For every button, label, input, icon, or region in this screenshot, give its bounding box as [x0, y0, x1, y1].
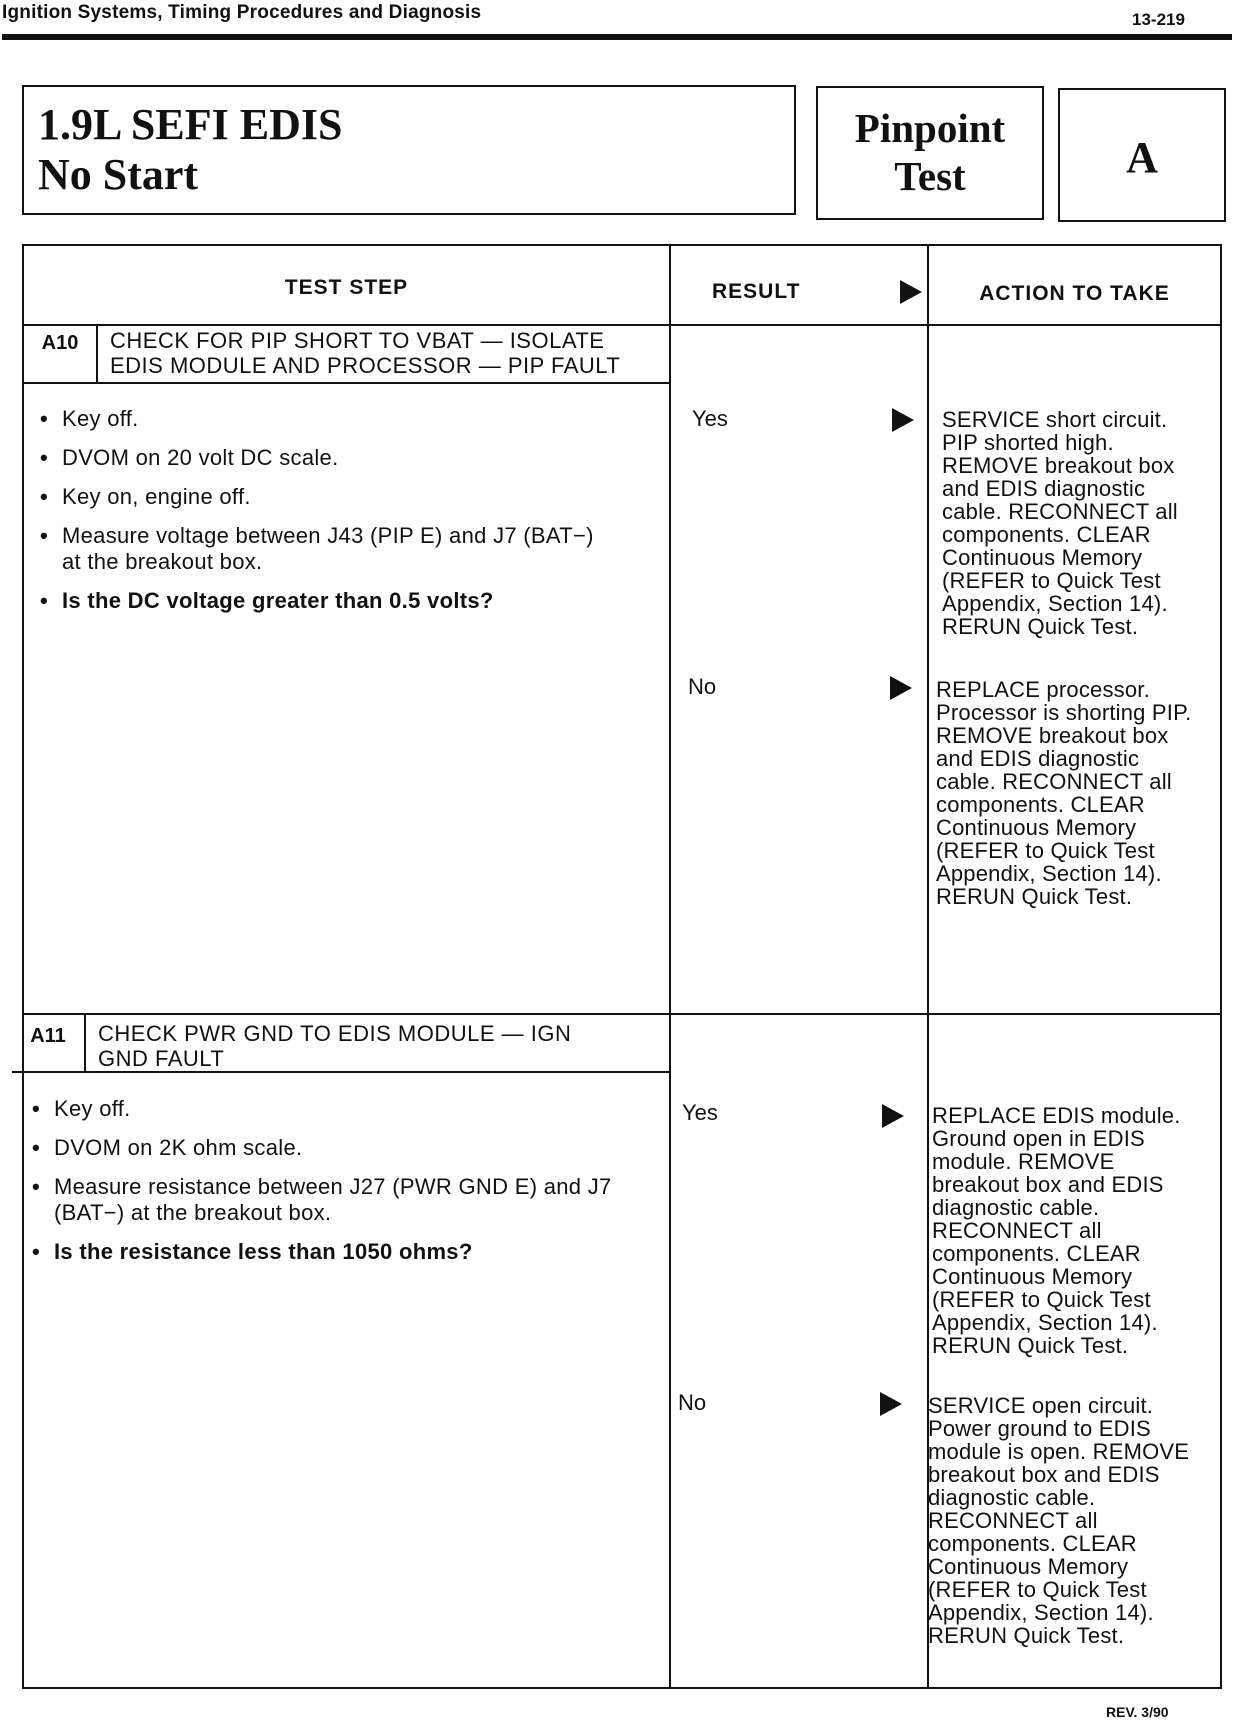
step-a11-procedure: [30, 1096, 630, 1278]
result-arrow-icon: [892, 408, 914, 432]
procedure-question: • Is the DC voltage greater than 0.5 volts?: [38, 588, 638, 614]
result-no: No: [678, 1390, 707, 1415]
title-box: [22, 85, 796, 215]
step-a10-procedure: [38, 406, 638, 627]
result-no: No: [688, 674, 717, 699]
procedure-item: • Key off.: [30, 1096, 630, 1122]
pinpoint-table: [22, 244, 1222, 1689]
step-id-divider: [84, 1015, 86, 1071]
procedure-item: • DVOM on 2K ohm scale.: [30, 1135, 630, 1161]
header-rule: [2, 34, 1232, 40]
result-yes: Yes: [692, 406, 728, 431]
procedure-item: • Key off.: [38, 406, 638, 432]
col-header-action: ACTION TO TAKE: [979, 282, 1170, 305]
action-text: SERVICE open circuit. Power ground to EDIS module is open. REMOVE breakout box and EDIS diagnostic cable. RECONNECT all components. CLEAR Continuous Memory (REFER to Quick Test Appendix, Section 14). RERUN Quick Test.: [928, 1393, 1190, 1648]
procedure-item: • Measure voltage between J43 (PIP E) and J7 (BAT−) at the breakout box.: [38, 523, 602, 575]
procedure-item: • Measure resistance between J27 (PWR GND E) and J7 (BAT−) at the breakout box.: [30, 1174, 614, 1226]
result-arrow-icon: [882, 1104, 904, 1128]
step-title: CHECK FOR PIP SHORT TO VBAT — ISOLATE EDIS MODULE AND PROCESSOR — PIP FAULT: [110, 328, 621, 378]
test-letter: A: [1126, 133, 1158, 182]
action-text: REPLACE processor. Processor is shorting PIP. REMOVE breakout box and EDIS diagnostic cable. RECONNECT all components. CLEAR Continuous Memory (REFER to Quick Test Appendix, Section 14). RERUN Quick Test.: [936, 677, 1192, 909]
col-header-result: RESULT: [712, 280, 801, 303]
result-arrow-icon: [900, 280, 922, 304]
section-title: Ignition Systems, Timing Procedures and Diagnosis: [2, 2, 482, 23]
action-text: REPLACE EDIS module. Ground open in EDIS module. REMOVE breakout box and EDIS diagnostic cable. RECONNECT all components. CLEAR Continuous Memory (REFER to Quick Test Appendix, Section 14). RERUN Quick Test.: [932, 1103, 1181, 1358]
test-label: Test: [894, 153, 966, 199]
col-header-test-step: TEST STEP: [284, 276, 409, 299]
step-title: CHECK PWR GND TO EDIS MODULE — IGN GND FAULT: [98, 1021, 572, 1071]
revision-note: REV. 3/90: [1106, 1704, 1169, 1720]
title-line-2: No Start: [38, 150, 199, 199]
page-number: 13-219: [1132, 10, 1185, 29]
step-id-divider: [96, 324, 98, 382]
procedure-item: • Key on, engine off.: [38, 484, 638, 510]
step-a11-title-box: [12, 1015, 669, 1073]
result-arrow-icon: [880, 1392, 902, 1416]
procedure-item: • DVOM on 20 volt DC scale.: [38, 445, 638, 471]
result-arrow-icon: [890, 676, 912, 700]
action-text: SERVICE short circuit. PIP shorted high. REMOVE breakout box and EDIS diagnostic cable. RECONNECT all components. CLEAR Continuous Memory (REFER to Quick Test Appendix, Section 14). RERUN Quick Test.: [942, 407, 1178, 639]
step-id: A11: [30, 1025, 66, 1047]
step-a10-title-box: [24, 324, 669, 384]
title-line-1: 1.9L SEFI EDIS: [38, 100, 343, 149]
pinpoint-label: Pinpoint: [854, 105, 1006, 151]
col-divider-result: [669, 246, 671, 1687]
step-id: A10: [41, 332, 79, 354]
pinpoint-test-box: [816, 86, 1044, 220]
test-letter-box: [1058, 88, 1226, 222]
procedure-question: • Is the resistance less than 1050 ohms?: [30, 1239, 630, 1265]
result-yes: Yes: [682, 1100, 718, 1125]
